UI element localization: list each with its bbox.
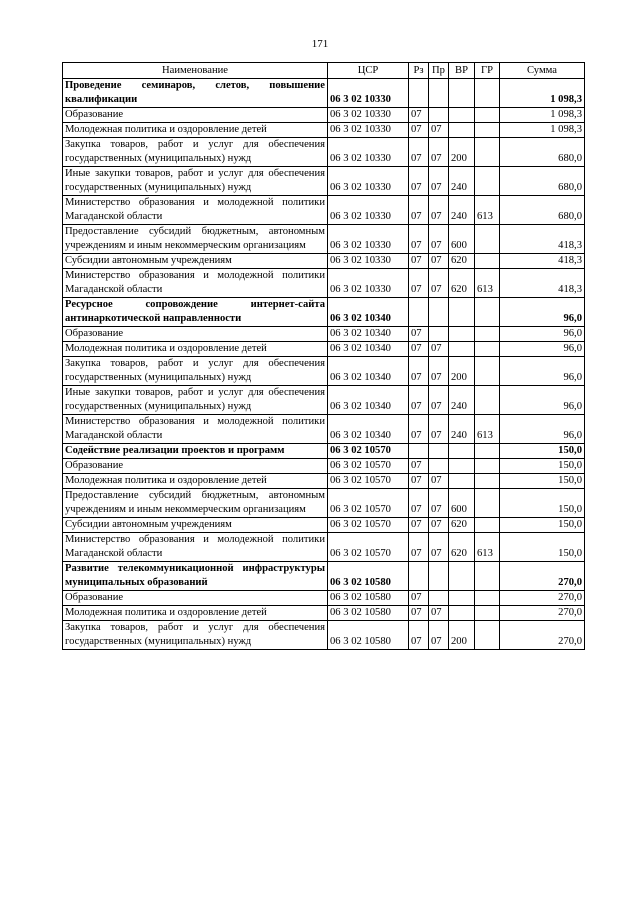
header-rz: Рз <box>409 63 429 79</box>
table-row <box>63 415 585 444</box>
cell-csr: 06 3 02 10330 <box>328 167 409 196</box>
cell-pr: 07 <box>429 196 449 225</box>
cell-gr <box>475 327 500 342</box>
cell-gr <box>475 298 500 327</box>
cell-rz: 07 <box>409 225 429 254</box>
cell-name: Содействие реализации проектов и программ <box>63 444 328 459</box>
cell-rz: 07 <box>409 518 429 533</box>
cell-sum: 96,0 <box>500 386 585 415</box>
cell-rz <box>409 298 429 327</box>
table-row <box>63 386 585 415</box>
cell-pr: 07 <box>429 254 449 269</box>
cell-rz: 07 <box>409 459 429 474</box>
cell-vr <box>449 79 475 108</box>
cell-vr <box>449 459 475 474</box>
table-row <box>63 298 585 327</box>
cell-sum: 96,0 <box>500 298 585 327</box>
cell-rz: 07 <box>409 591 429 606</box>
cell-gr <box>475 108 500 123</box>
cell-pr: 07 <box>429 518 449 533</box>
table-row <box>63 444 585 459</box>
header-csr: ЦСР <box>328 63 409 79</box>
cell-sum: 150,0 <box>500 489 585 518</box>
cell-gr <box>475 138 500 167</box>
cell-name: Закупка товаров, работ и услуг для обеспечения государственных (муниципальных) нужд <box>63 138 328 167</box>
cell-pr <box>429 79 449 108</box>
cell-pr <box>429 562 449 591</box>
cell-gr <box>475 386 500 415</box>
table-row <box>63 357 585 386</box>
cell-rz <box>409 562 429 591</box>
cell-sum: 270,0 <box>500 606 585 621</box>
cell-name: Молодежная политика и оздоровление детей <box>63 342 328 357</box>
cell-gr <box>475 254 500 269</box>
cell-csr: 06 3 02 10330 <box>328 138 409 167</box>
cell-csr: 06 3 02 10570 <box>328 444 409 459</box>
table-row <box>63 196 585 225</box>
cell-name: Образование <box>63 327 328 342</box>
cell-vr: 600 <box>449 489 475 518</box>
cell-pr <box>429 444 449 459</box>
cell-csr: 06 3 02 10330 <box>328 79 409 108</box>
cell-sum: 418,3 <box>500 269 585 298</box>
cell-gr: 613 <box>475 196 500 225</box>
cell-name: Закупка товаров, работ и услуг для обеспечения государственных (муниципальных) нужд <box>63 357 328 386</box>
cell-rz: 07 <box>409 327 429 342</box>
cell-name: Молодежная политика и оздоровление детей <box>63 123 328 138</box>
cell-rz: 07 <box>409 606 429 621</box>
cell-vr <box>449 123 475 138</box>
cell-pr: 07 <box>429 415 449 444</box>
table-row <box>63 167 585 196</box>
cell-sum: 418,3 <box>500 225 585 254</box>
cell-name: Развитие телекоммуникационной инфраструктуры муниципальных образований <box>63 562 328 591</box>
table-row <box>63 562 585 591</box>
cell-rz <box>409 444 429 459</box>
cell-name: Субсидии автономным учреждениям <box>63 518 328 533</box>
cell-csr: 06 3 02 10580 <box>328 591 409 606</box>
cell-gr <box>475 562 500 591</box>
cell-csr: 06 3 02 10340 <box>328 386 409 415</box>
table-row <box>63 327 585 342</box>
cell-sum: 150,0 <box>500 444 585 459</box>
cell-vr: 200 <box>449 621 475 650</box>
cell-pr <box>429 591 449 606</box>
cell-name: Молодежная политика и оздоровление детей <box>63 474 328 489</box>
cell-vr: 240 <box>449 196 475 225</box>
cell-csr: 06 3 02 10340 <box>328 298 409 327</box>
cell-vr: 200 <box>449 138 475 167</box>
cell-gr <box>475 474 500 489</box>
cell-csr: 06 3 02 10580 <box>328 562 409 591</box>
cell-name: Закупка товаров, работ и услуг для обеспечения государственных (муниципальных) нужд <box>63 621 328 650</box>
cell-gr <box>475 225 500 254</box>
cell-vr: 240 <box>449 415 475 444</box>
cell-pr: 07 <box>429 386 449 415</box>
table-row <box>63 123 585 138</box>
cell-rz: 07 <box>409 167 429 196</box>
cell-sum: 96,0 <box>500 327 585 342</box>
cell-vr <box>449 474 475 489</box>
cell-name: Предоставление субсидий бюджетным, автономным учреждениям и иным некоммерческим организациям <box>63 225 328 254</box>
table-row <box>63 269 585 298</box>
cell-pr: 07 <box>429 269 449 298</box>
cell-rz: 07 <box>409 342 429 357</box>
cell-pr <box>429 108 449 123</box>
cell-csr: 06 3 02 10570 <box>328 533 409 562</box>
cell-sum: 680,0 <box>500 167 585 196</box>
cell-vr <box>449 606 475 621</box>
table-body <box>63 79 585 650</box>
cell-name: Министерство образования и молодежной политики Магаданской области <box>63 196 328 225</box>
cell-sum: 418,3 <box>500 254 585 269</box>
cell-pr: 07 <box>429 533 449 562</box>
cell-name: Министерство образования и молодежной политики Магаданской области <box>63 533 328 562</box>
table-row <box>63 533 585 562</box>
cell-gr <box>475 79 500 108</box>
table-row <box>63 474 585 489</box>
cell-sum: 270,0 <box>500 562 585 591</box>
cell-vr <box>449 298 475 327</box>
cell-rz: 07 <box>409 533 429 562</box>
cell-gr <box>475 459 500 474</box>
cell-gr <box>475 167 500 196</box>
cell-csr: 06 3 02 10570 <box>328 489 409 518</box>
cell-csr: 06 3 02 10330 <box>328 225 409 254</box>
cell-gr <box>475 621 500 650</box>
cell-csr: 06 3 02 10570 <box>328 518 409 533</box>
cell-rz: 07 <box>409 489 429 518</box>
cell-rz: 07 <box>409 269 429 298</box>
cell-vr <box>449 327 475 342</box>
cell-rz: 07 <box>409 108 429 123</box>
cell-rz: 07 <box>409 357 429 386</box>
cell-vr: 620 <box>449 269 475 298</box>
cell-sum: 1 098,3 <box>500 79 585 108</box>
cell-gr <box>475 123 500 138</box>
cell-name: Иные закупки товаров, работ и услуг для обеспечения государственных (муниципальных) нужд <box>63 386 328 415</box>
cell-csr: 06 3 02 10340 <box>328 327 409 342</box>
cell-sum: 1 098,3 <box>500 123 585 138</box>
table-row <box>63 225 585 254</box>
cell-sum: 270,0 <box>500 621 585 650</box>
budget-table <box>62 62 585 650</box>
cell-rz: 07 <box>409 123 429 138</box>
table-row <box>63 621 585 650</box>
cell-sum: 150,0 <box>500 474 585 489</box>
cell-vr <box>449 562 475 591</box>
cell-vr: 240 <box>449 167 475 196</box>
cell-pr: 07 <box>429 225 449 254</box>
header-pr: Пр <box>429 63 449 79</box>
cell-csr: 06 3 02 10340 <box>328 342 409 357</box>
cell-pr: 07 <box>429 606 449 621</box>
cell-csr: 06 3 02 10330 <box>328 123 409 138</box>
cell-sum: 150,0 <box>500 518 585 533</box>
cell-name: Субсидии автономным учреждениям <box>63 254 328 269</box>
cell-pr: 07 <box>429 167 449 196</box>
header-vr: ВР <box>449 63 475 79</box>
table-row <box>63 606 585 621</box>
cell-name: Ресурсное сопровождение интернет-сайта антинаркотической направленности <box>63 298 328 327</box>
cell-name: Предоставление субсидий бюджетным, автономным учреждениям и иным некоммерческим организациям <box>63 489 328 518</box>
cell-gr: 613 <box>475 269 500 298</box>
cell-sum: 96,0 <box>500 357 585 386</box>
cell-vr: 620 <box>449 533 475 562</box>
cell-name: Министерство образования и молодежной политики Магаданской области <box>63 269 328 298</box>
cell-vr: 240 <box>449 386 475 415</box>
cell-sum: 150,0 <box>500 459 585 474</box>
cell-name: Молодежная политика и оздоровление детей <box>63 606 328 621</box>
table-header-row <box>63 63 585 79</box>
page-number: 171 <box>311 38 329 50</box>
cell-name: Иные закупки товаров, работ и услуг для обеспечения государственных (муниципальных) нужд <box>63 167 328 196</box>
cell-vr <box>449 591 475 606</box>
cell-sum: 680,0 <box>500 196 585 225</box>
table-row <box>63 79 585 108</box>
cell-pr: 07 <box>429 357 449 386</box>
cell-csr: 06 3 02 10330 <box>328 269 409 298</box>
cell-gr <box>475 489 500 518</box>
cell-vr <box>449 108 475 123</box>
cell-vr: 200 <box>449 357 475 386</box>
cell-name: Образование <box>63 459 328 474</box>
cell-rz: 07 <box>409 254 429 269</box>
table-row <box>63 459 585 474</box>
cell-vr <box>449 342 475 357</box>
cell-vr: 620 <box>449 518 475 533</box>
cell-name: Проведение семинаров, слетов, повышение квалификации <box>63 79 328 108</box>
cell-name: Министерство образования и молодежной политики Магаданской области <box>63 415 328 444</box>
cell-pr: 07 <box>429 474 449 489</box>
cell-gr: 613 <box>475 415 500 444</box>
cell-rz: 07 <box>409 474 429 489</box>
header-gr: ГР <box>475 63 500 79</box>
cell-rz: 07 <box>409 621 429 650</box>
cell-csr: 06 3 02 10580 <box>328 621 409 650</box>
cell-csr: 06 3 02 10330 <box>328 254 409 269</box>
cell-rz <box>409 79 429 108</box>
cell-sum: 150,0 <box>500 533 585 562</box>
cell-csr: 06 3 02 10330 <box>328 196 409 225</box>
cell-csr: 06 3 02 10570 <box>328 459 409 474</box>
header-sum: Сумма <box>500 63 585 79</box>
cell-pr <box>429 459 449 474</box>
table-row <box>63 108 585 123</box>
cell-pr <box>429 327 449 342</box>
cell-vr <box>449 444 475 459</box>
cell-gr: 613 <box>475 533 500 562</box>
cell-sum: 680,0 <box>500 138 585 167</box>
cell-gr <box>475 591 500 606</box>
cell-gr <box>475 606 500 621</box>
cell-rz: 07 <box>409 386 429 415</box>
cell-sum: 270,0 <box>500 591 585 606</box>
cell-pr: 07 <box>429 621 449 650</box>
cell-sum: 96,0 <box>500 415 585 444</box>
cell-csr: 06 3 02 10340 <box>328 415 409 444</box>
table-row <box>63 138 585 167</box>
cell-pr <box>429 298 449 327</box>
cell-gr <box>475 357 500 386</box>
cell-gr <box>475 342 500 357</box>
cell-pr: 07 <box>429 489 449 518</box>
cell-gr <box>475 518 500 533</box>
header-name: Наименование <box>63 63 328 79</box>
table-row <box>63 518 585 533</box>
cell-pr: 07 <box>429 342 449 357</box>
cell-name: Образование <box>63 108 328 123</box>
table-row <box>63 591 585 606</box>
cell-csr: 06 3 02 10340 <box>328 357 409 386</box>
cell-rz: 07 <box>409 138 429 167</box>
cell-vr: 620 <box>449 254 475 269</box>
cell-csr: 06 3 02 10570 <box>328 474 409 489</box>
cell-vr: 600 <box>449 225 475 254</box>
table-row <box>63 254 585 269</box>
cell-rz: 07 <box>409 415 429 444</box>
cell-sum: 96,0 <box>500 342 585 357</box>
cell-gr <box>475 444 500 459</box>
cell-csr: 06 3 02 10580 <box>328 606 409 621</box>
cell-name: Образование <box>63 591 328 606</box>
cell-sum: 1 098,3 <box>500 108 585 123</box>
cell-rz: 07 <box>409 196 429 225</box>
cell-csr: 06 3 02 10330 <box>328 108 409 123</box>
cell-pr: 07 <box>429 123 449 138</box>
table-row <box>63 489 585 518</box>
cell-pr: 07 <box>429 138 449 167</box>
table-row <box>63 342 585 357</box>
